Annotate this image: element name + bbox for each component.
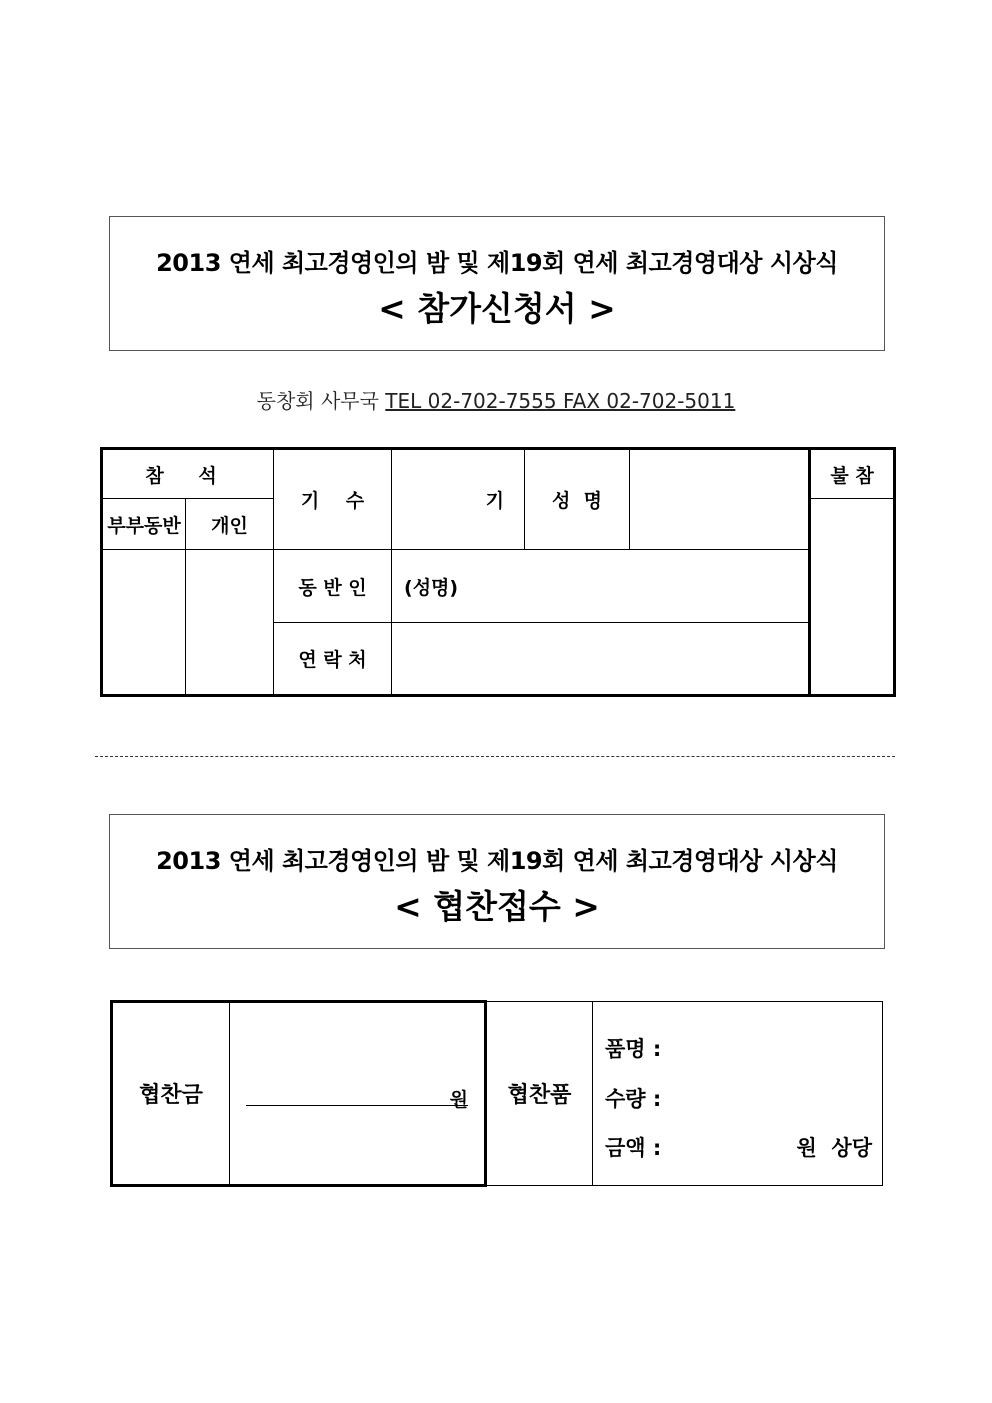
sponsorship-goods-label: 협찬품 [486,1002,593,1186]
sponsorship-goods-details [593,1002,883,1186]
quantity-label[interactable]: 수량 : [605,1087,662,1111]
attendance-header: 참 석 [102,449,274,499]
cut-line-divider [95,756,895,757]
sponsorship-title-box [109,814,885,949]
sponsorship-table [110,1000,883,1187]
couple-checkbox-cell[interactable] [102,550,186,696]
amount-unit: 원 상당 [796,1136,872,1160]
application-title-box [109,216,885,351]
absent-header: 불 참 [810,449,895,499]
name-label: 성 명 [525,449,630,550]
sponsorship-money-label: 협찬금 [112,1002,230,1186]
contact-field[interactable] [392,623,810,696]
class-field[interactable]: 기 [392,449,525,550]
sponsorship-money-field[interactable] [230,1002,486,1186]
individual-label: 개인 [186,499,274,550]
couple-label: 부부동반 [102,499,186,550]
companion-label: 동 반 인 [274,550,392,623]
sponsorship-form-title: < 협찬접수 > [394,887,600,926]
item-name-label[interactable]: 품명 : [605,1037,662,1061]
individual-checkbox-cell[interactable] [186,550,274,696]
sponsorship-event-title: 2013 연세 최고경영인의 밤 및 제19회 연세 최고경영대상 시상식 [156,847,838,875]
class-label: 기 수 [274,449,392,550]
name-field[interactable] [630,449,810,550]
money-underline [246,1105,468,1106]
contact-label: 연 락 처 [274,623,392,696]
companion-field[interactable]: (성명) [392,550,810,623]
contact-line [0,385,992,414]
application-event-title: 2013 연세 최고경영인의 밤 및 제19회 연세 최고경영대상 시상식 [156,249,838,277]
application-form-title: < 참가신청서 > [378,289,616,328]
application-table [100,447,896,697]
absent-checkbox-cell[interactable] [810,499,895,696]
contact-office: 동창회 사무국 [256,389,379,413]
money-unit: 원 [449,1089,468,1111]
amount-label[interactable]: 금액 : [605,1136,662,1160]
contact-numbers: TEL 02-702-7555 FAX 02-702-5011 [385,389,736,413]
